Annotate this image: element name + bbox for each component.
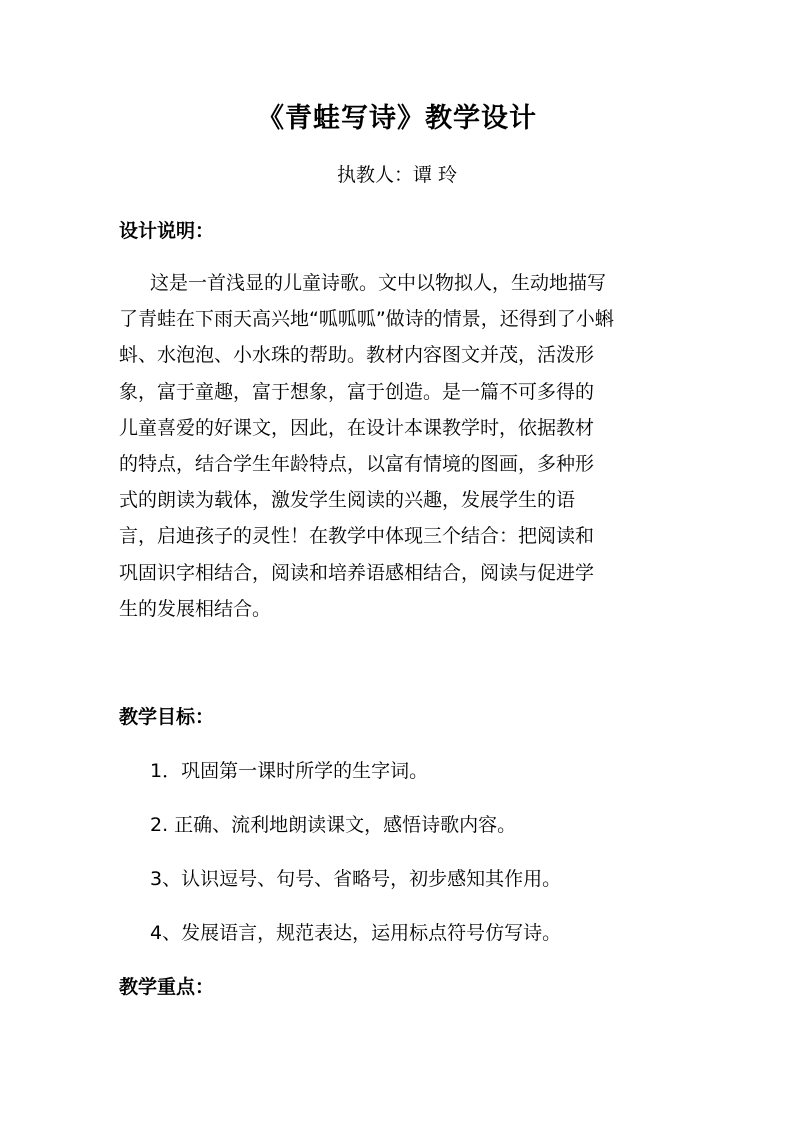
paragraph-line: 象，富于童趣，富于想象，富于创造。是一篇不可多得的 xyxy=(119,380,595,403)
design-notes-paragraph xyxy=(119,265,679,627)
paragraph-line: 言，启迪孩子的灵性！在教学中体现三个结合：把阅读和 xyxy=(119,525,595,548)
author-line: 执教人：谭 玲 xyxy=(336,164,458,186)
goal-item: 4、发展语言，规范表达，运用标点符号仿写诗。 xyxy=(150,922,562,944)
paragraph-line: 生的发展相结合。 xyxy=(119,597,272,620)
goal-item: 1．巩固第一课时所学的生字词。 xyxy=(150,760,429,782)
paragraph-line: 的特点，结合学生年龄特点，以富有情境的图画，多种形 xyxy=(119,452,595,475)
goal-item: 3、认识逗号、句号、省略号，初步感知其作用。 xyxy=(150,868,562,890)
paragraph-line: 式的朗读为载体，激发学生阅读的兴趣，发展学生的语 xyxy=(119,489,576,512)
teaching-focus-heading: 教学重点： xyxy=(119,976,215,998)
teaching-goals-heading: 教学目标： xyxy=(119,706,215,728)
document-title: 《青蛙写诗》教学设计 xyxy=(257,103,537,134)
design-notes-heading: 设计说明： xyxy=(119,220,215,242)
goal-item: 2. 正确、流利地朗读课文，感悟诗歌内容。 xyxy=(150,814,517,836)
paragraph-line: 蚪、水泡泡、小水珠的帮助。教材内容图文并茂，活泼形 xyxy=(119,344,595,367)
paragraph-line: 巩固识字相结合，阅读和培养语感相结合，阅读与促进学 xyxy=(119,561,595,584)
paragraph-line: 儿童喜爱的好课文，因此，在设计本课教学时，依据教材 xyxy=(119,416,595,439)
paragraph-line: 了青蛙在下雨天高兴地“呱呱呱”做诗的情景，还得到了小蝌 xyxy=(119,308,614,331)
paragraph-line: 这是一首浅显的儿童诗歌。文中以物拟人，生动地描写 xyxy=(150,272,607,294)
